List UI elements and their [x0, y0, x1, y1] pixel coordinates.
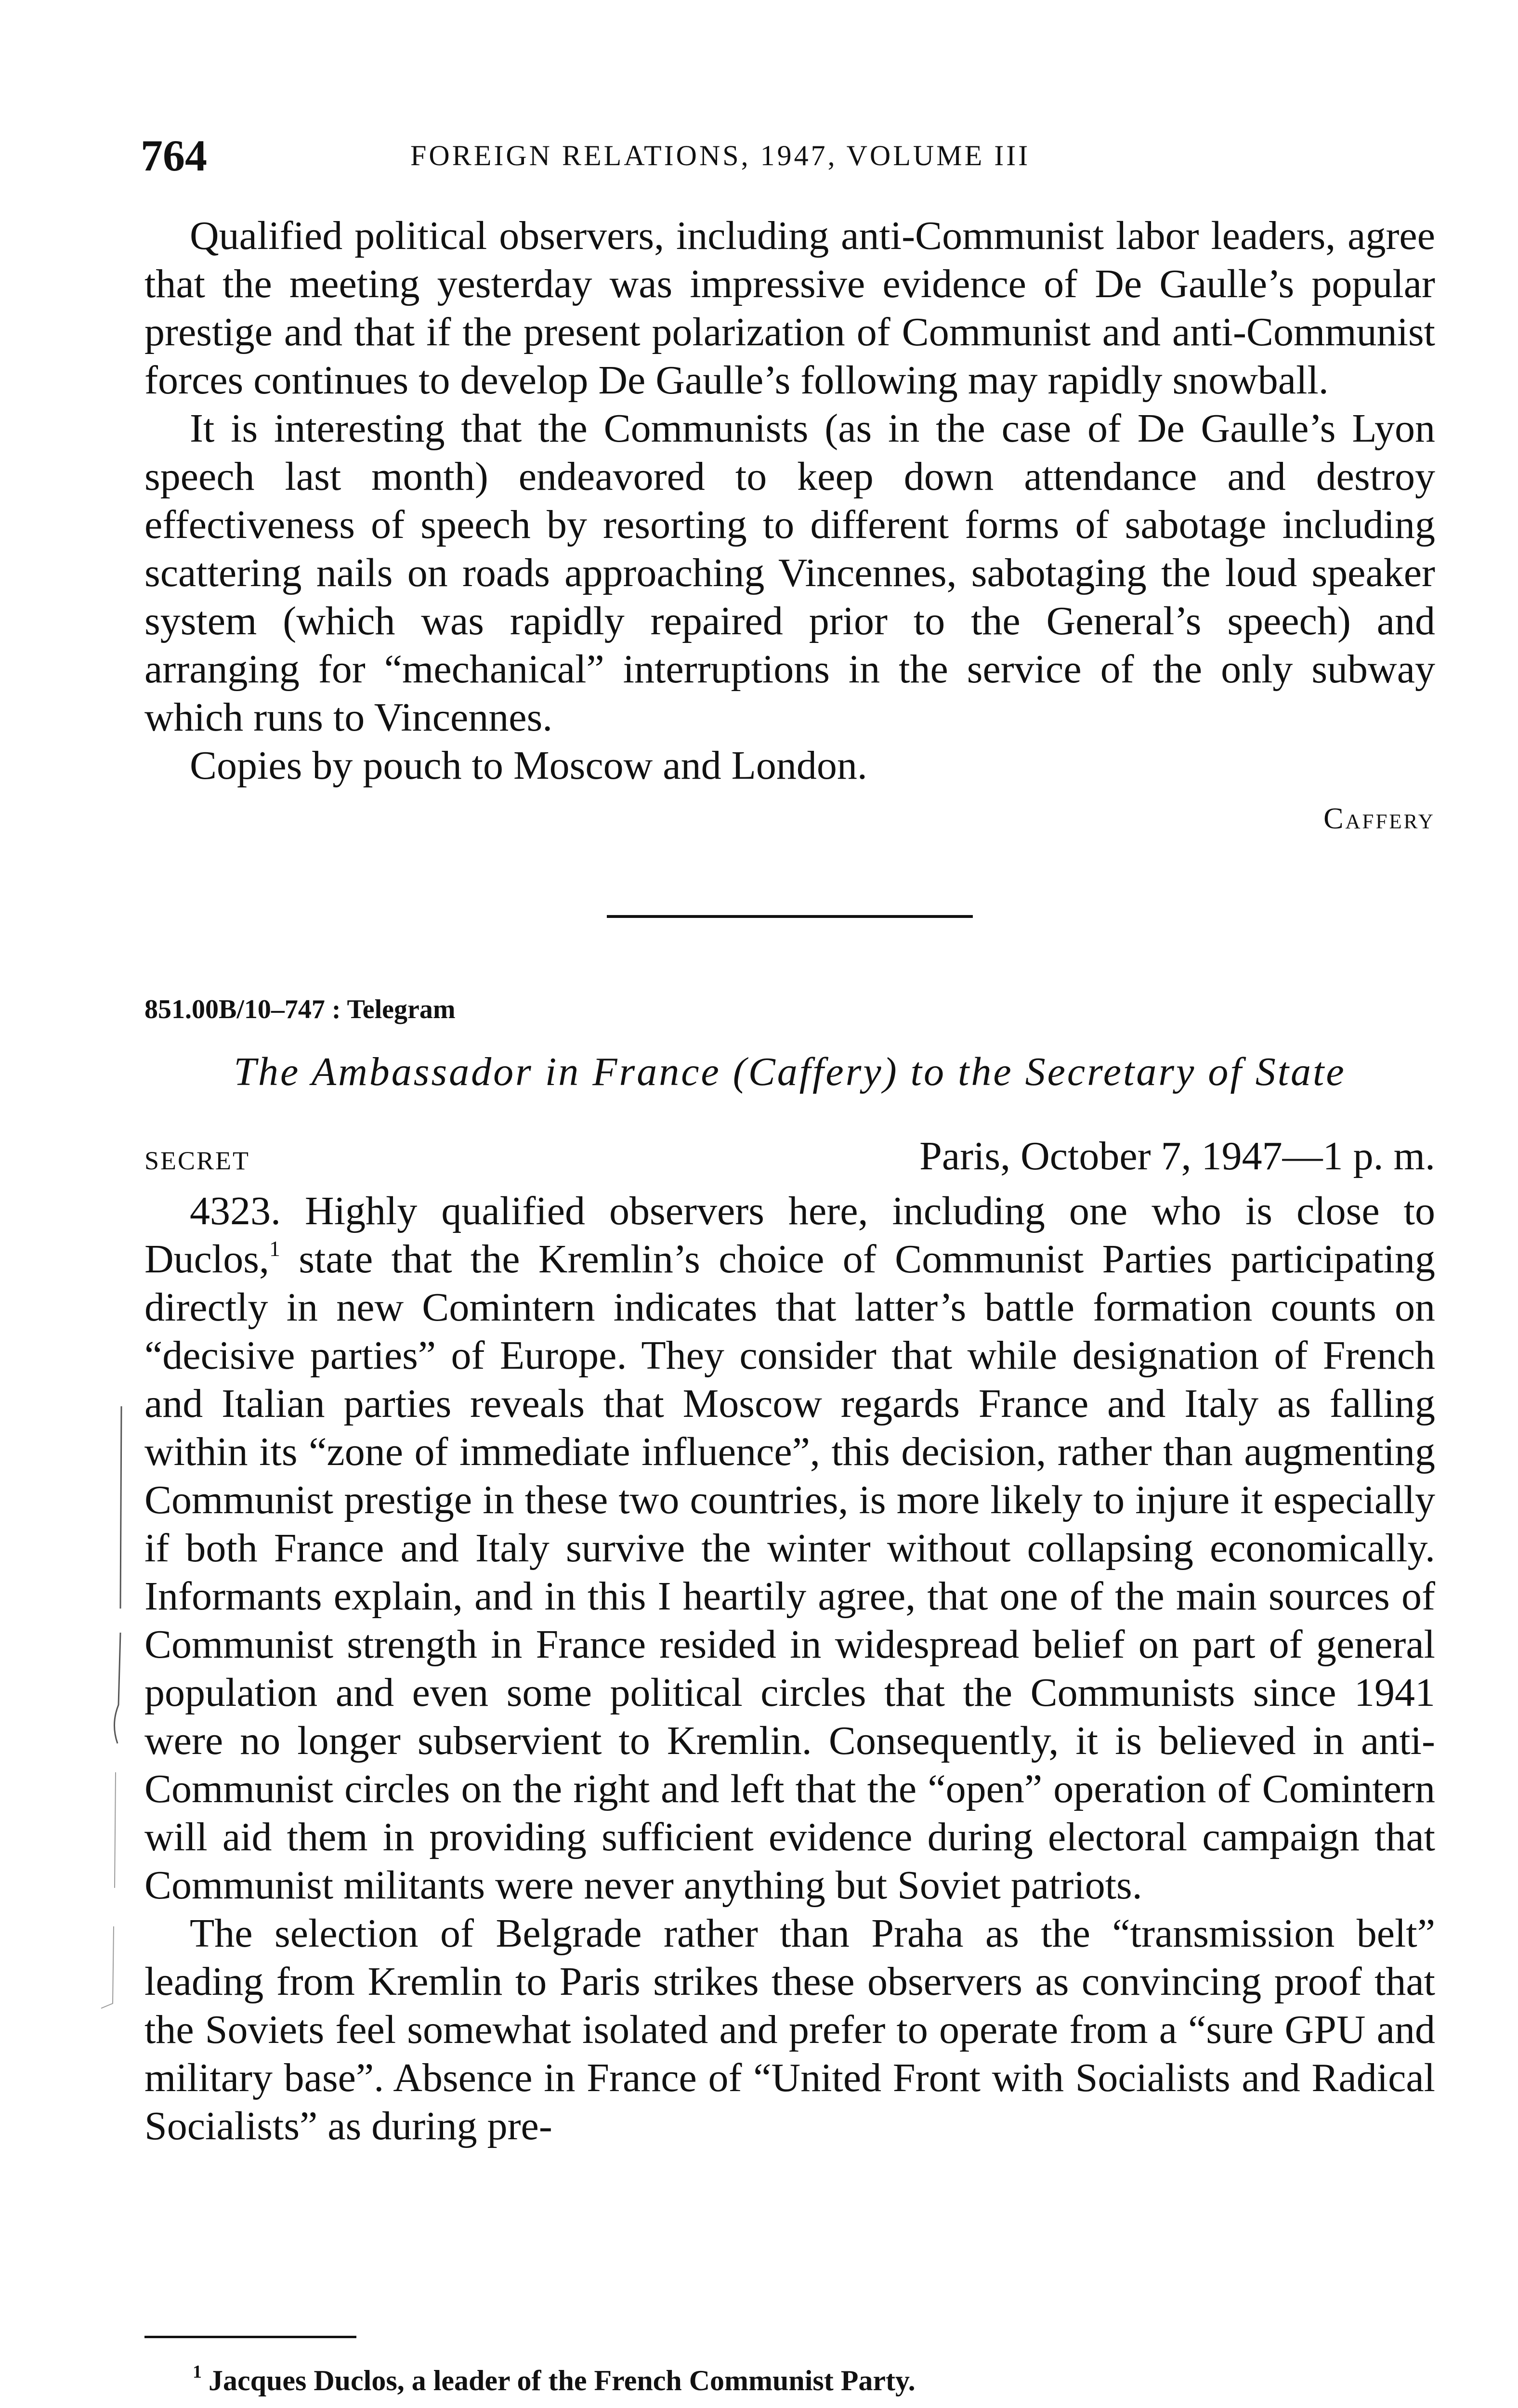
- document-title: The Ambassador in France (Caffery) to the Secretary of State: [234, 1049, 1346, 1094]
- paragraph: [144, 1187, 1435, 1910]
- paragraph: Qualified political observers, including anti-Communist labor leaders, agree that the meeting yesterday was impressive evidence of De Gaulle’s popular prestige and that if the present polarization of Communist and anti-Communist forces continues to develop De Gaulle’s following may rapidly snowball.: [144, 213, 1435, 403]
- footnote: [193, 2350, 916, 2402]
- file-number: 851.00B/10–747 : Telegram: [144, 995, 456, 1024]
- margin-pencil-marks: [96, 1406, 125, 2032]
- page-number: 764: [141, 131, 207, 180]
- dateline: Paris, October 7, 1947—1 p. m.: [919, 1134, 1435, 1178]
- paragraph: The selection of Belgrade rather than Praha as the “transmission belt” leading from Kremlin to Paris strikes these observers as convincing proof that the Soviets feel somewhat isolated and prefer to operate from a “sure GPU and military base”. Absence in France of “United Front with Socialists and Radical Socialists” as during pre-: [144, 1911, 1435, 2148]
- classification: SECRET: [144, 1146, 250, 1175]
- paragraph: Copies by pouch to Moscow and London.: [190, 743, 867, 788]
- section-divider: [607, 915, 973, 918]
- footnote-marker: 1: [193, 2362, 202, 2382]
- signature: Caffery: [1323, 802, 1435, 835]
- page-body: [144, 212, 1435, 2150]
- running-head: FOREIGN RELATIONS, 1947, VOLUME III: [410, 140, 1031, 171]
- footnote-rule: [144, 2336, 356, 2338]
- paragraph: It is interesting that the Communists (as in the case of De Gaulle’s Lyon speech last month) endeavored to keep down attendance and destroy effectiveness of speech by resorting to different forms of sabotage including scattering nails on roads approaching Vincennes, sabotaging the loud speaker system (which was rapidly repaired prior to the General’s speech) and arranging for “mechanical” interruptions in the service of the only subway which runs to Vincennes.: [144, 406, 1435, 740]
- paragraph-text: 4323. Highly qualified observers here, including one who is close to Duclos,: [144, 1189, 1435, 1282]
- paragraph-text: state that the Kremlin’s choice of Communist Parties participating directly in new Comintern indicates that latter’s battle formation counts on “decisive parties” of Europe. They consider that while designation of French and Italian parties reveals that Moscow regards France and Italy as falling within its “zone of immediate influence”, this decision, rather than augmenting Communist prestige in these two countries, is more likely to injure it especially if both France and Italy survive the winter without collapsing economically. Informants explain, and in this I heartily agree, that one of the main sources of Communist strength in France resided in widespread belief on part of general population and even some political circles that the Communists since 1941 were no longer subservient to Kremlin. Consequently, it is believed in anti-Communist circles on the right and left that the “open” operation of Comintern will aid them in providing sufficient evidence during electoral campaign that Communist militants were never anything but Soviet patriots.: [144, 1237, 1435, 1908]
- footnote-text: Jacques Duclos, a leader of the French Communist Party.: [209, 2365, 916, 2396]
- page-header: [141, 129, 1431, 182]
- dateline-row: [144, 1130, 1435, 1187]
- footnote-reference: 1: [269, 1236, 280, 1261]
